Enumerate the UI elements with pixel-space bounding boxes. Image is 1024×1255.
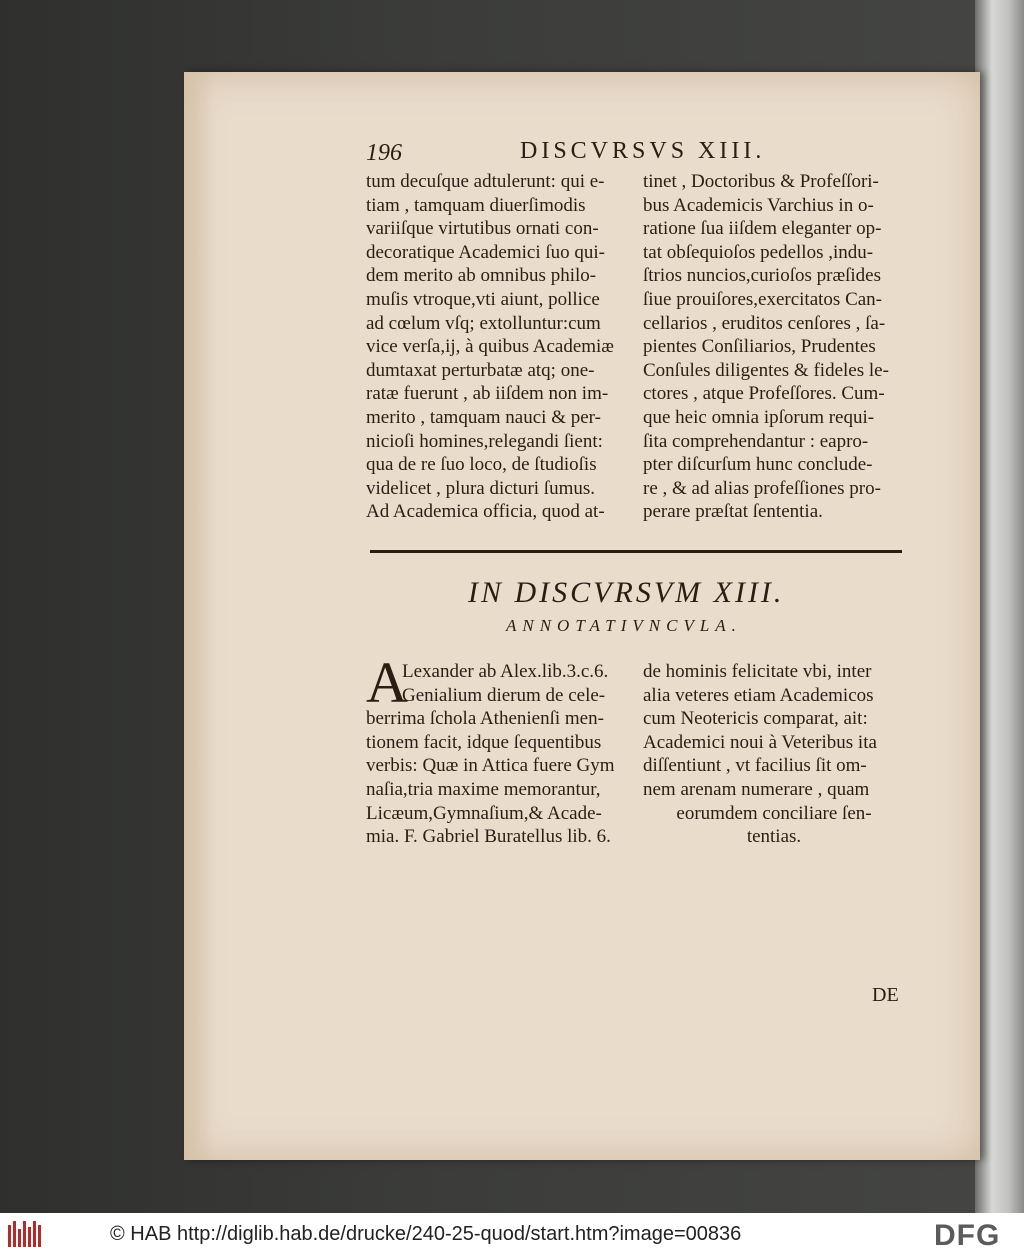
- text-line: eorumdem conciliare ſen-: [676, 802, 872, 824]
- text-line: cum Neotericis comparat, ait:: [643, 708, 868, 730]
- text-line: muſis vtroque,vti aiunt, pollice: [366, 288, 600, 310]
- dfg-logo: DFG: [934, 1219, 1001, 1252]
- text-line: tinet , Doctoribus & Profeſſori-: [643, 171, 879, 192]
- scanner-glass-edge: [975, 0, 1024, 1213]
- page-gutter-shadow: [184, 72, 214, 1160]
- text-line: merito , tamquam nauci & per-: [366, 406, 601, 428]
- text-line: videlicet , plura dicturi ſumus.: [366, 477, 596, 499]
- text-line: Licæum,Gymnaſium,& Acade-: [366, 802, 602, 824]
- text-line: que heic omnia ipſorum requi-: [643, 406, 875, 428]
- section-divider-rule: [370, 550, 902, 553]
- text-line: tionem facit, idque ſequentibus: [366, 731, 602, 753]
- text-line: berrima ſchola Athenienſi men-: [366, 708, 604, 730]
- text-line: tentias.: [746, 826, 802, 848]
- running-head: DISCVRSVS XIII.: [520, 138, 766, 164]
- catchword: DE: [872, 984, 899, 1006]
- text-line: Ad Academica officia, quod at-: [366, 501, 605, 523]
- text-line: mia. F. Gabriel Buratellus lib. 6.: [366, 826, 611, 848]
- main-text-right-column: [643, 170, 905, 524]
- text-line: nicioſi homines,relegandi ſient:: [366, 430, 603, 452]
- text-line: Conſules diligentes & fideles le-: [643, 359, 889, 381]
- text-line: de hominis felicitate vbi, inter: [643, 661, 872, 682]
- text-line: variiſque virtutibus ornati con-: [366, 218, 599, 240]
- text-line: re , & ad alias profeſſiones pro-: [643, 477, 881, 499]
- text-line: Genialium dierum de cele-: [402, 684, 606, 706]
- text-line: diſſentiunt , vt facilius ſit om-: [643, 755, 867, 777]
- text-line: cellarios , eruditos cenſores , ſa-: [643, 312, 886, 334]
- text-line: vice verſa,ij, à quibus Academiæ: [366, 336, 614, 358]
- text-line: ratæ fuerunt , ab iiſdem non im-: [366, 383, 609, 405]
- text-line: verbis: Quæ in Attica fuere Gym: [366, 755, 615, 777]
- text-line: tat obſequioſos pedellos ,indu-: [643, 241, 874, 263]
- annotation-left-column: [366, 660, 628, 849]
- text-line: bus Academicis Varchius in o-: [643, 194, 874, 216]
- text-line: tum decuſque adtulerunt: qui e-: [366, 171, 605, 192]
- text-line: Lexander ab Alex.lib.3.c.6.: [402, 661, 609, 682]
- text-line: ad cœlum vſq; extolluntur:cum: [366, 312, 601, 334]
- main-text-left-column: [366, 170, 628, 524]
- drop-capital: A: [366, 650, 408, 715]
- text-line: alia veteres etiam Academicos: [643, 684, 874, 706]
- text-line: pter diſcurſum hunc conclude-: [643, 454, 873, 476]
- text-line: decoratique Academici ſuo qui-: [366, 241, 605, 263]
- text-line: dem merito ab omnibus philo-: [366, 265, 597, 287]
- text-line: dumtaxat perturbatæ atq; one-: [366, 359, 595, 381]
- text-line: ratione ſua iiſdem eleganter op-: [643, 218, 882, 240]
- text-line: naſia,tria maxime memorantur,: [366, 778, 601, 800]
- text-line: tiam , tamquam diuerſimodis: [366, 194, 586, 216]
- text-line: perare præſtat ſententia.: [643, 501, 823, 523]
- text-line: qua de re ſuo loco, de ſtudioſis: [366, 454, 597, 476]
- annotation-right-column: [643, 660, 905, 849]
- text-line: ſita comprehendantur : eapro-: [643, 430, 869, 452]
- section-subtitle: ANNOTATIVNCVLA.: [506, 616, 742, 635]
- text-line: nem arenam numerare , quam: [643, 778, 870, 800]
- text-line: ctores , atque Profeſſores. Cum-: [643, 383, 885, 405]
- copyright-url[interactable]: © HAB http://diglib.hab.de/drucke/240-25-quod/start.htm?image=00836: [110, 1223, 742, 1245]
- section-title: IN DISCVRSVM XIII.: [468, 576, 785, 609]
- hab-logo-icon: [6, 1219, 46, 1249]
- text-line: ſiue prouiſores,exercitatos Can-: [643, 288, 883, 310]
- text-line: Academici noui à Veteribus ita: [643, 731, 877, 753]
- text-line: pientes Conſiliarios, Prudentes: [643, 336, 876, 358]
- text-line: ſtrios nuncios,curioſos præſides: [643, 265, 882, 287]
- page-number: 196: [366, 140, 402, 166]
